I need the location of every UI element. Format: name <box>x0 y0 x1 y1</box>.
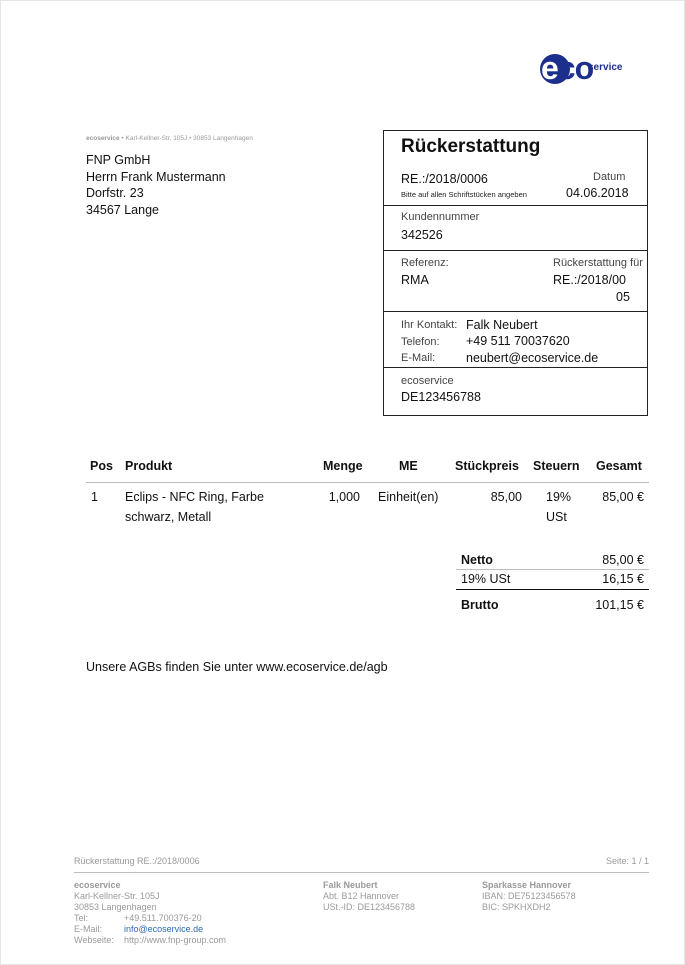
col-header-quantity: Menge <box>323 459 363 473</box>
reference-value: RMA <box>401 273 429 287</box>
row-1-unit-price: 85,00 <box>490 490 522 504</box>
row-1-product-line-2: schwarz, Metall <box>125 510 212 524</box>
totals-gross-divider <box>456 589 649 590</box>
vat-label: 19% USt <box>461 572 511 586</box>
footer-web-value: http://www.fnp-group.com <box>124 935 227 945</box>
logo-service-text: service <box>588 62 623 73</box>
footer-document-reference: Rückerstattung RE.:/2018/0006 <box>74 856 200 866</box>
footer-company-name: ecoservice <box>74 880 121 890</box>
totals-divider <box>456 569 649 570</box>
recipient-line-3: Dorfstr. 23 <box>86 186 144 200</box>
sender-line <box>86 135 253 142</box>
footer-divider <box>74 872 649 873</box>
reference-label: Referenz: <box>401 257 449 269</box>
row-1-total: 85,00 € <box>602 490 644 504</box>
box-divider <box>384 311 647 312</box>
row-1-tax-line-2: USt <box>546 510 567 524</box>
gross-label: Brutto <box>461 598 499 612</box>
col-header-unit-price: Stückpreis <box>455 459 519 473</box>
document-title: Rückerstattung <box>401 136 541 157</box>
date-value: 04.06.2018 <box>566 186 629 200</box>
row-1-tax-line-1: 19% <box>546 490 572 504</box>
sender-company: ecoservice <box>86 135 120 142</box>
col-header-total: Gesamt <box>596 459 642 473</box>
contact-label: Ihr Kontakt: <box>401 319 458 331</box>
row-1-pos: 1 <box>91 490 98 504</box>
footer-contact-department: Abt. B12 Hannover <box>323 891 400 901</box>
company-logo <box>540 50 632 86</box>
footer-contact-name: Falk Neubert <box>323 880 378 890</box>
net-label: Netto <box>461 553 493 567</box>
box-divider <box>384 205 647 206</box>
footer-company-street: Karl-Kellner-Str. 105J <box>74 891 160 901</box>
footer-tel-label: Tel: <box>74 913 89 923</box>
recipient-line-1: FNP GmbH <box>86 153 151 167</box>
refund-for-value-line-1: RE.:/2018/00 <box>553 273 626 287</box>
footer-email-label: E-Mail: <box>74 924 103 934</box>
sender-address: • Karl-Kellner-Str. 105J • 30853 Langenhagen <box>119 135 253 142</box>
contact-value: Falk Neubert <box>466 318 538 332</box>
table-header-divider <box>86 482 649 483</box>
footer-web-label: Webseite: <box>74 935 114 945</box>
footer-iban: IBAN: DE75123456578 <box>482 891 576 901</box>
date-label: Datum <box>593 171 626 183</box>
col-header-unit: ME <box>399 459 418 473</box>
phone-value: +49 511 70037620 <box>466 334 570 348</box>
footer-bic: BIC: SPKHXDH2 <box>482 902 551 912</box>
footer-tel-value: +49.511.700376-20 <box>124 913 202 923</box>
logo-eco-rest: co <box>557 50 594 86</box>
footer-email-link[interactable]: info@ecoservice.de <box>124 924 204 934</box>
vat-value: 16,15 € <box>602 572 644 586</box>
col-header-tax: Steuern <box>533 459 580 473</box>
document-number-note: Bitte auf allen Schriftstücken angeben <box>401 190 527 199</box>
net-value: 85,00 € <box>602 553 644 567</box>
customer-number-label: Kundennummer <box>401 211 480 223</box>
recipient-line-4: 34567 Lange <box>86 203 159 217</box>
vat-company-label: ecoservice <box>401 375 454 387</box>
col-header-pos: Pos <box>90 459 113 473</box>
vat-id-value: DE123456788 <box>401 390 481 404</box>
footer-vat-id: USt.-ID: DE123456788 <box>323 902 416 912</box>
email-value: neubert@ecoservice.de <box>466 351 599 365</box>
customer-number-value: 342526 <box>401 228 443 242</box>
footer-company-city: 30853 Langenhagen <box>74 902 157 912</box>
terms-note: Unsere AGBs finden Sie unter www.ecoservice.de/agb <box>86 660 388 674</box>
recipient-line-2: Herrn Frank Mustermann <box>86 170 226 184</box>
footer-page-number: Seite: 1 / 1 <box>605 856 649 866</box>
box-divider <box>384 367 647 368</box>
document-number: RE.:/2018/0006 <box>401 172 488 186</box>
row-1-quantity: 1,000 <box>328 490 360 504</box>
logo-eco-text <box>541 50 593 87</box>
row-1-unit: Einheit(en) <box>378 490 439 504</box>
box-divider <box>384 250 647 251</box>
refund-for-label: Rückerstattung für <box>553 257 643 269</box>
email-label: E-Mail: <box>401 352 436 364</box>
col-header-product: Produkt <box>125 459 173 473</box>
row-1-product-line-1: Eclips - NFC Ring, Farbe <box>125 490 264 504</box>
refund-for-value-line-2: 05 <box>616 290 630 304</box>
gross-value: 101,15 € <box>595 598 644 612</box>
footer-bank-name: Sparkasse Hannover <box>482 880 572 890</box>
document-info-box <box>383 130 648 416</box>
phone-label: Telefon: <box>401 336 440 348</box>
logo-eco-first-letter: e <box>541 50 558 86</box>
